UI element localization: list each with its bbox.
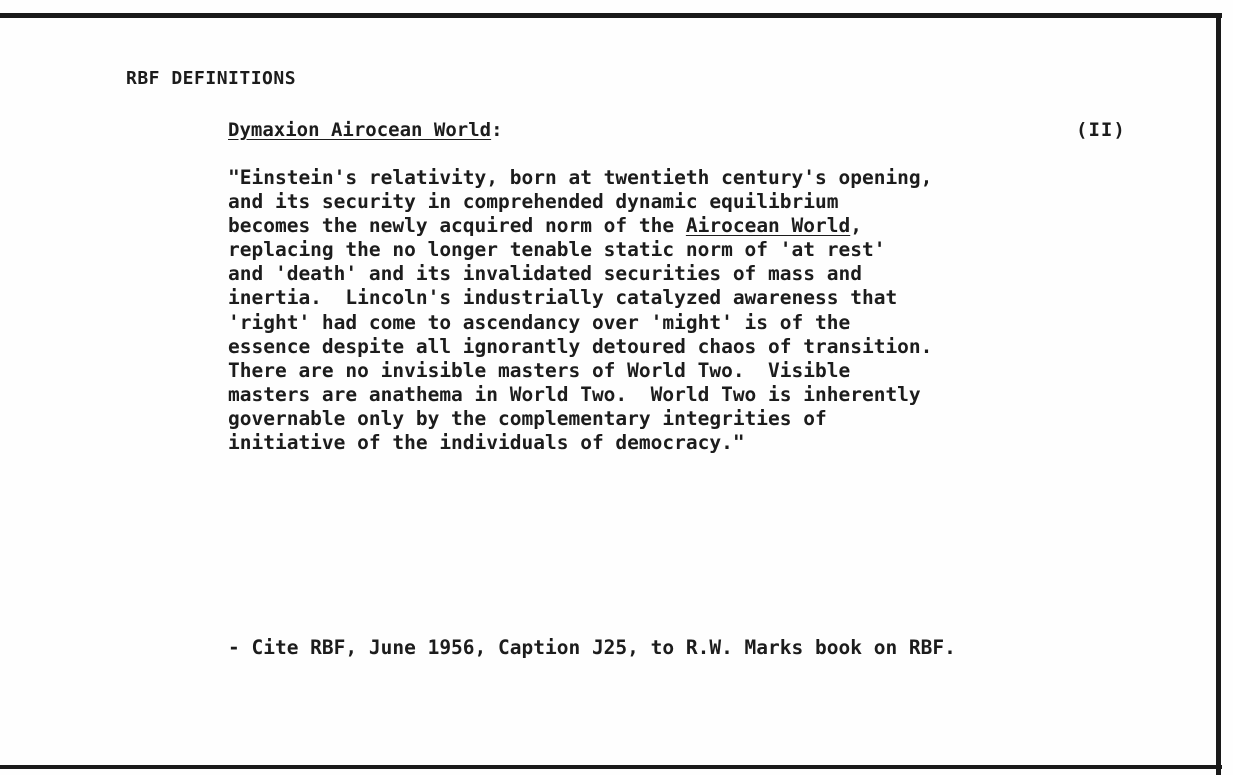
quote-line <box>228 214 1128 238</box>
entry-volume: (II) <box>1076 119 1126 141</box>
quote-line: and its security in comprehended dynamic equilibrium <box>228 190 839 214</box>
entry-term <box>228 119 503 141</box>
quote-line: There are no invisible masters of World Two. Visible <box>228 358 851 382</box>
quote-line: initiative of the individuals of democracy." <box>228 431 745 455</box>
quote-line: essence despite all ignorantly detoured chaos of transition. <box>228 334 933 358</box>
quote-line: 'right' had come to ascendancy over 'might' is of the <box>228 310 851 334</box>
quote-line-comma: , <box>850 214 862 238</box>
entry-term-colon: : <box>491 119 503 141</box>
quote-line: governable only by the complementary integrities of <box>228 406 827 430</box>
quote-line: inertia. Lincoln's industrially catalyzed awareness that <box>228 286 898 310</box>
card-heading: RBF DEFINITIONS <box>126 68 297 89</box>
quote-line: replacing the no longer tenable static norm of 'at rest' <box>228 238 886 262</box>
entry-term-name: Dymaxion Airocean World <box>228 119 492 141</box>
citation-line: - Cite RBF, June 1956, Caption J25, to R.W. Marks book on RBF. <box>228 636 956 659</box>
definition-quote <box>228 166 1128 455</box>
quote-line-text: becomes the newly acquired norm of the <box>228 214 686 238</box>
right-border-rule <box>1216 13 1221 775</box>
quote-line: "Einstein's relativity, born at twentieth century's opening, <box>228 166 933 189</box>
quote-line: masters are anathema in World Two. World Two is inherently <box>228 382 921 406</box>
top-border-rule <box>0 13 1222 18</box>
bottom-border-rule <box>0 765 1222 769</box>
underlined-phrase: Airocean World <box>685 214 851 238</box>
quote-line: and 'death' and its invalidated securities of mass and <box>228 262 862 286</box>
